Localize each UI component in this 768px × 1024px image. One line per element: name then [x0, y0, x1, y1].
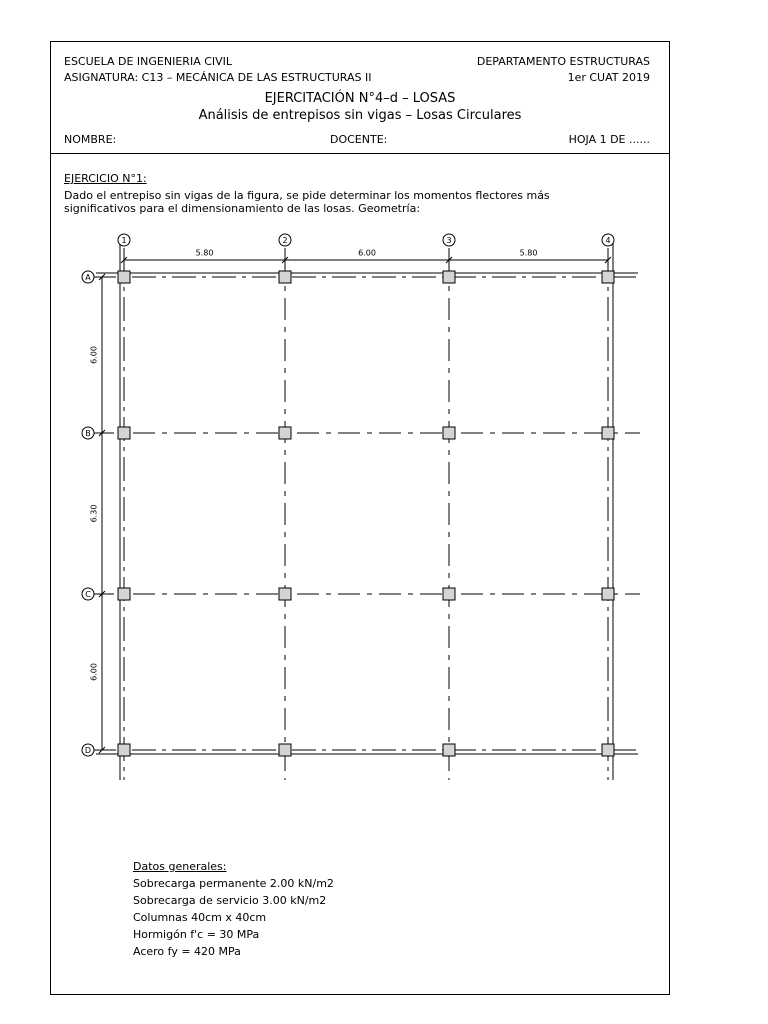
span-dimension-label-y: 6.00 — [89, 346, 99, 364]
row-axis-label: C — [85, 590, 91, 599]
span-dimension-label-y: 6.00 — [89, 663, 99, 681]
column-axis-label: 4 — [605, 236, 611, 245]
sheet-number-label: HOJA 1 DE ...... — [568, 133, 650, 146]
column-square — [602, 744, 614, 756]
column-square — [279, 427, 291, 439]
span-dimension-label-x: 5.80 — [519, 248, 538, 258]
general-data-title: Datos generales: — [133, 860, 227, 873]
exercise-title: EJERCITACIÓN N°4–d – LOSAS — [264, 91, 456, 106]
span-dimension-label-x: 6.00 — [358, 248, 376, 258]
span-dimension-label-x: 5.80 — [195, 248, 214, 258]
column-square — [118, 744, 130, 756]
column-square — [602, 427, 614, 439]
column-square — [118, 271, 130, 283]
teacher-label: DOCENTE: — [330, 133, 388, 146]
exercise-subtitle: Análisis de entrepisos sin vigas – Losas Circulares — [198, 108, 522, 123]
column-square — [443, 271, 455, 283]
column-square — [118, 427, 130, 439]
general-data-line: Acero fy = 420 MPa — [133, 945, 241, 958]
term-line: 1er CUAT 2019 — [567, 71, 650, 84]
name-label: NOMBRE: — [64, 133, 117, 146]
general-data-block — [133, 858, 334, 960]
general-data-line: Sobrecarga de servicio 3.00 kN/m2 — [133, 894, 327, 907]
span-dimension-label-y: 6.30 — [89, 504, 99, 523]
column-square — [279, 744, 291, 756]
subject-line: ASIGNATURA: C13 – MECÁNICA DE LAS ESTRUCTURAS II — [64, 71, 372, 84]
column-square — [279, 271, 291, 283]
row-axis-label: B — [85, 429, 91, 438]
row-axis-label: A — [85, 273, 91, 282]
general-data-line: Sobrecarga permanente 2.00 kN/m2 — [133, 877, 334, 890]
row-axis-label: D — [84, 746, 92, 755]
column-axis-label: 3 — [446, 236, 452, 245]
general-data-line: Hormigón f'c = 30 MPa — [133, 928, 260, 941]
column-square — [443, 588, 455, 600]
column-square — [443, 427, 455, 439]
exercise-heading: EJERCICIO N°1: — [64, 172, 147, 185]
department-name: DEPARTAMENTO ESTRUCTURAS — [476, 55, 650, 68]
column-square — [279, 588, 291, 600]
column-axis-label: 1 — [121, 236, 127, 245]
school-name: ESCUELA DE INGENIERIA CIVIL — [64, 55, 233, 68]
exercise-statement: Dado el entrepiso sin vigas de la figura, se pide determinar los momentos flectores más significativos para el dimensionamiento de las losas. Geometría: — [64, 189, 550, 215]
column-square — [602, 588, 614, 600]
column-square — [118, 588, 130, 600]
column-axis-label: 2 — [282, 236, 288, 245]
general-data-line: Columnas 40cm x 40cm — [133, 911, 267, 924]
column-square — [443, 744, 455, 756]
column-square — [602, 271, 614, 283]
